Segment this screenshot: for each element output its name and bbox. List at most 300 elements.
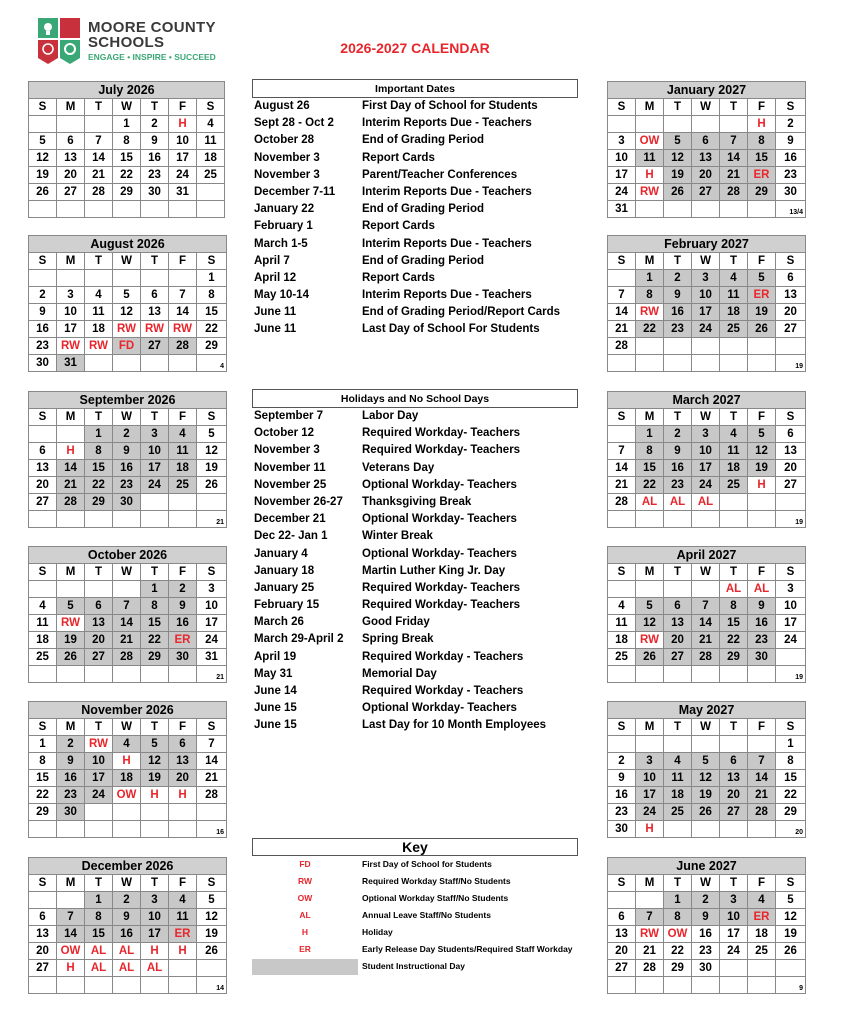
list-item [254, 546, 594, 563]
list-item-date: June 15 [254, 719, 297, 732]
key-code: AL [299, 910, 311, 920]
day-cell: 10 [608, 150, 636, 167]
day-cell: 2 [664, 426, 692, 443]
day-cell [664, 736, 692, 753]
day-cell: 7 [608, 287, 636, 304]
day-cell: 9 [664, 443, 692, 460]
day-cell [141, 804, 169, 821]
day-cell: 20 [57, 167, 85, 184]
day-cell: 9 [113, 443, 141, 460]
day-cell: 16 [608, 787, 636, 804]
day-cell: 12 [113, 304, 141, 321]
list-item-date: June 14 [254, 685, 297, 697]
day-cell: 2 [664, 270, 692, 287]
day-cell: 24 [141, 477, 169, 494]
day-cell: 21 [636, 943, 664, 960]
day-cell: 15 [636, 460, 664, 477]
weekday-label: M [57, 99, 85, 116]
day-cell: 5 [197, 426, 227, 443]
day-cell: 10 [57, 304, 85, 321]
day-cell [85, 804, 113, 821]
day-cell: 26 [664, 184, 692, 201]
day-cell [776, 960, 806, 977]
key-item [252, 958, 592, 975]
month-title: January 2027 [608, 82, 806, 99]
day-cell: 26 [636, 649, 664, 666]
weekday-label: W [692, 409, 720, 426]
day-cell: 15 [776, 770, 806, 787]
day-cell [776, 649, 806, 666]
day-cell [169, 666, 197, 683]
day-cell: 7 [636, 909, 664, 926]
day-cell: 28 [720, 184, 748, 201]
day-cell: 28 [748, 804, 776, 821]
weekday-label: M [636, 719, 664, 736]
day-cell: RW [636, 304, 664, 321]
list-item-date: November 11 [254, 461, 326, 474]
day-cell: 21 [720, 167, 748, 184]
important-dates-list [254, 98, 594, 339]
day-cell: 28 [608, 338, 636, 355]
list-item [254, 494, 594, 511]
day-cell [776, 338, 806, 355]
weekday-label: T [85, 875, 113, 892]
day-cell: 5 [29, 133, 57, 150]
day-cell: 22 [29, 787, 57, 804]
day-cell [636, 116, 664, 133]
day-cell [636, 581, 664, 598]
weekday-label: T [664, 253, 692, 270]
list-item-date: June 15 [254, 702, 297, 715]
day-cell: 4 [720, 270, 748, 287]
day-cell: 24 [636, 804, 664, 821]
day-cell [692, 355, 720, 372]
day-cell: 9 [141, 133, 169, 150]
day-cell: 6 [85, 598, 113, 615]
list-item-date: November 3 [254, 151, 320, 164]
key-code: H [301, 927, 309, 937]
day-cell: 14 [608, 304, 636, 321]
day-cell: 6 [776, 270, 806, 287]
day-cell: 20 [776, 460, 806, 477]
day-cell [57, 581, 85, 598]
day-cell: 7 [57, 909, 85, 926]
day-cell: 7 [692, 598, 720, 615]
day-cell: 17 [57, 321, 85, 338]
day-cell: 10 [197, 598, 227, 615]
day-cell: 9 [776, 133, 806, 150]
month-calendar [607, 391, 806, 528]
day-cell: 17 [141, 926, 169, 943]
important-dates-header: Important Dates [252, 79, 578, 98]
day-cell: 9 [57, 753, 85, 770]
day-cell [141, 355, 169, 372]
day-cell: 25 [197, 167, 225, 184]
month-title: May 2027 [608, 702, 806, 719]
list-item-text: Martin Luther King Jr. Day [362, 564, 506, 577]
day-cell: ER [748, 909, 776, 926]
day-cell [748, 821, 776, 838]
key-description: Holiday [362, 927, 393, 937]
weekday-label: M [57, 564, 85, 581]
day-cell [692, 511, 720, 528]
list-item [254, 184, 594, 201]
list-item [254, 631, 594, 648]
day-cell: 8 [141, 598, 169, 615]
list-item [254, 614, 594, 631]
day-cell: 8 [776, 753, 806, 770]
weekday-label: F [169, 253, 197, 270]
day-cell: 23 [29, 338, 57, 355]
weekday-label: T [720, 875, 748, 892]
day-cell: 20 [664, 632, 692, 649]
day-cell: 13 [720, 770, 748, 787]
day-cell: 23 [692, 943, 720, 960]
day-cell: 26 [776, 943, 806, 960]
day-cell: 21 [85, 167, 113, 184]
weekday-label: M [636, 409, 664, 426]
day-cell [608, 581, 636, 598]
day-cell: 12 [748, 443, 776, 460]
day-cell: 17 [608, 167, 636, 184]
weekday-label: S [29, 875, 57, 892]
day-cell: 8 [113, 133, 141, 150]
day-cell: 4 [29, 598, 57, 615]
day-cell: 25 [664, 804, 692, 821]
day-cell: 29 [664, 960, 692, 977]
day-cell [57, 821, 85, 838]
day-cell: 13 [29, 460, 57, 477]
list-item-date: November 3 [254, 444, 320, 457]
list-item-text: Required Workday- Teachers [362, 599, 521, 612]
day-cell: 19 [141, 770, 169, 787]
day-cell: 15 [113, 150, 141, 167]
day-cell: 18 [720, 304, 748, 321]
weekday-label: S [608, 253, 636, 270]
day-cell: 29 [113, 184, 141, 201]
day-cell: 27 [692, 184, 720, 201]
day-cell: H [636, 821, 664, 838]
weekday-label: M [636, 564, 664, 581]
day-cell: 16 [664, 460, 692, 477]
weekday-label: F [748, 99, 776, 116]
list-item-date: March 26 [254, 616, 304, 629]
day-cell: 1 [197, 270, 227, 287]
weekday-label: S [776, 99, 806, 116]
day-cell: 21 [692, 632, 720, 649]
weekday-label: T [85, 99, 113, 116]
list-item-date: June 11 [254, 323, 297, 336]
day-cell: 5 [692, 753, 720, 770]
day-cell: ER [748, 167, 776, 184]
key-code: ER [299, 944, 311, 954]
month-calendar [28, 857, 227, 994]
day-cell [57, 892, 85, 909]
weekday-label: F [169, 409, 197, 426]
list-item-text: Last Day for 10 Month Employees [362, 719, 547, 732]
weekday-label: T [720, 719, 748, 736]
day-cell: 26 [197, 477, 227, 494]
day-cell: 4 [608, 598, 636, 615]
day-cell [169, 977, 197, 994]
district-logo-mark [38, 18, 82, 64]
list-item-date: April 19 [254, 650, 297, 663]
list-item [254, 115, 594, 132]
key-item [252, 890, 592, 907]
weekday-label: F [169, 875, 197, 892]
day-cell: 15 [29, 770, 57, 787]
day-cell: H [57, 443, 85, 460]
instructional-day-count: 4 [197, 355, 227, 372]
day-cell: 29 [197, 338, 227, 355]
day-cell: 20 [692, 167, 720, 184]
day-cell: 2 [57, 736, 85, 753]
day-cell: 24 [776, 632, 806, 649]
day-cell: 24 [608, 184, 636, 201]
day-cell: 10 [85, 753, 113, 770]
day-cell: 30 [692, 960, 720, 977]
day-cell [720, 201, 748, 218]
day-cell [692, 116, 720, 133]
day-cell: 2 [113, 892, 141, 909]
weekday-label: M [57, 253, 85, 270]
day-cell: 24 [85, 787, 113, 804]
day-cell: 10 [720, 909, 748, 926]
day-cell: 3 [608, 133, 636, 150]
day-cell [113, 201, 141, 218]
day-cell: 1 [141, 581, 169, 598]
day-cell [169, 960, 197, 977]
day-cell: 22 [141, 632, 169, 649]
day-cell: 5 [113, 287, 141, 304]
day-cell: 6 [664, 598, 692, 615]
day-cell: 19 [748, 460, 776, 477]
instructional-day-count: 16 [197, 821, 227, 838]
weekday-label: M [636, 875, 664, 892]
day-cell: H [748, 116, 776, 133]
district-name [88, 20, 216, 50]
day-cell: 2 [608, 753, 636, 770]
day-cell: 23 [776, 167, 806, 184]
day-cell: OW [57, 943, 85, 960]
day-cell [692, 338, 720, 355]
month-title: September 2026 [29, 392, 227, 409]
weekday-label: T [141, 564, 169, 581]
weekday-label: T [664, 409, 692, 426]
day-cell: 3 [692, 426, 720, 443]
day-cell: 2 [141, 116, 169, 133]
day-cell: 28 [113, 649, 141, 666]
day-cell: 27 [29, 960, 57, 977]
day-cell: 16 [113, 460, 141, 477]
day-cell: 27 [85, 649, 113, 666]
day-cell: 10 [169, 133, 197, 150]
day-cell: 16 [776, 150, 806, 167]
day-cell: RW [85, 338, 113, 355]
day-cell: RW [141, 321, 169, 338]
day-cell: 29 [141, 649, 169, 666]
day-cell: RW [636, 632, 664, 649]
holidays-header: Holidays and No School Days [252, 389, 578, 408]
month-calendar [28, 81, 225, 218]
day-cell: 13 [57, 150, 85, 167]
day-cell [720, 355, 748, 372]
day-cell: 22 [720, 632, 748, 649]
month-title: June 2027 [608, 858, 806, 875]
day-cell [636, 736, 664, 753]
day-cell: 24 [692, 477, 720, 494]
day-cell [636, 338, 664, 355]
key-item [252, 941, 592, 958]
list-item [254, 304, 594, 321]
district-logo [38, 18, 238, 68]
day-cell: 2 [692, 892, 720, 909]
day-cell: 17 [636, 787, 664, 804]
day-cell: 19 [197, 926, 227, 943]
weekday-label: S [29, 99, 57, 116]
list-item [254, 425, 594, 442]
day-cell [748, 666, 776, 683]
list-item [254, 408, 594, 425]
day-cell: AL [113, 943, 141, 960]
weekday-label: M [57, 409, 85, 426]
day-cell: 12 [141, 753, 169, 770]
list-item-date: November 3 [254, 168, 320, 181]
day-cell: 3 [692, 270, 720, 287]
day-cell: FD [113, 338, 141, 355]
district-name-line1: MOORE COUNTY [88, 19, 216, 36]
day-cell: 15 [85, 926, 113, 943]
day-cell: 17 [169, 150, 197, 167]
day-cell: 3 [720, 892, 748, 909]
day-cell: 23 [57, 787, 85, 804]
weekday-label: T [141, 409, 169, 426]
day-cell: 5 [197, 892, 227, 909]
key-item [252, 873, 592, 890]
list-item-date: November 25 [254, 478, 327, 491]
day-cell: OW [636, 133, 664, 150]
day-cell [608, 736, 636, 753]
list-item-date: January 4 [254, 547, 308, 560]
month-title: October 2026 [29, 547, 227, 564]
key-item [252, 907, 592, 924]
day-cell: 1 [636, 426, 664, 443]
weekday-label: S [608, 564, 636, 581]
day-cell [197, 804, 227, 821]
day-cell: AL [85, 960, 113, 977]
weekday-label: S [29, 253, 57, 270]
day-cell [748, 960, 776, 977]
weekday-label: S [197, 875, 227, 892]
day-cell: 2 [29, 287, 57, 304]
day-cell [113, 270, 141, 287]
day-cell: 25 [720, 477, 748, 494]
day-cell [664, 201, 692, 218]
day-cell [169, 201, 197, 218]
day-cell: 21 [57, 477, 85, 494]
day-cell: OW [664, 926, 692, 943]
day-cell [113, 666, 141, 683]
list-item-date: October 12 [254, 427, 315, 440]
day-cell: H [141, 787, 169, 804]
weekday-label: W [692, 564, 720, 581]
page-title: 2026-2027 CALENDAR [340, 40, 490, 56]
day-cell: 18 [664, 787, 692, 804]
weekday-label: W [692, 875, 720, 892]
day-cell: 4 [748, 892, 776, 909]
day-cell: 9 [608, 770, 636, 787]
day-cell: 6 [720, 753, 748, 770]
day-cell: 22 [197, 321, 227, 338]
day-cell: 18 [169, 460, 197, 477]
day-cell [113, 821, 141, 838]
day-cell: 22 [636, 477, 664, 494]
list-item [254, 442, 594, 459]
day-cell: 23 [664, 321, 692, 338]
weekday-label: W [113, 409, 141, 426]
day-cell [720, 977, 748, 994]
day-cell: 15 [141, 615, 169, 632]
day-cell: 16 [692, 926, 720, 943]
list-item-text: Interim Reports Due - Teachers [362, 185, 532, 198]
day-cell: 23 [748, 632, 776, 649]
day-cell [720, 494, 748, 511]
list-item-date: Sept 28 - Oct 2 [254, 117, 334, 130]
list-item-text: End of Grading Period [362, 203, 485, 216]
list-item [254, 270, 594, 287]
day-cell [692, 581, 720, 598]
day-cell: 15 [197, 304, 227, 321]
day-cell [720, 736, 748, 753]
day-cell: 28 [169, 338, 197, 355]
day-cell [664, 821, 692, 838]
day-cell: 3 [141, 892, 169, 909]
day-cell: 3 [776, 581, 806, 598]
list-item-date: February 15 [254, 599, 320, 612]
list-item-date: December 7-11 [254, 185, 336, 198]
day-cell: 8 [197, 287, 227, 304]
day-cell [141, 666, 169, 683]
day-cell [169, 804, 197, 821]
day-cell: 17 [141, 460, 169, 477]
key-code: OW [297, 893, 313, 903]
day-cell [197, 184, 225, 201]
list-item-text: Required Workday- Teachers [362, 581, 521, 594]
day-cell: 14 [113, 615, 141, 632]
day-cell: 22 [85, 477, 113, 494]
day-cell: 30 [141, 184, 169, 201]
day-cell: 8 [29, 753, 57, 770]
day-cell: 1 [85, 892, 113, 909]
day-cell: 7 [720, 133, 748, 150]
weekday-label: T [664, 564, 692, 581]
day-cell: H [169, 116, 197, 133]
key-description: Early Release Day Students/Required Staff Workday [362, 944, 573, 954]
day-cell: 13 [141, 304, 169, 321]
day-cell [169, 821, 197, 838]
instructional-day-count: 9 [776, 977, 806, 994]
weekday-label: T [141, 99, 169, 116]
day-cell: 10 [776, 598, 806, 615]
list-item-text: Veterans Day [362, 461, 435, 474]
day-cell: 4 [197, 116, 225, 133]
day-cell: 8 [664, 909, 692, 926]
month-calendar [607, 857, 806, 994]
day-cell: 21 [608, 477, 636, 494]
day-cell: 11 [85, 304, 113, 321]
day-cell: 10 [141, 443, 169, 460]
day-cell [29, 270, 57, 287]
